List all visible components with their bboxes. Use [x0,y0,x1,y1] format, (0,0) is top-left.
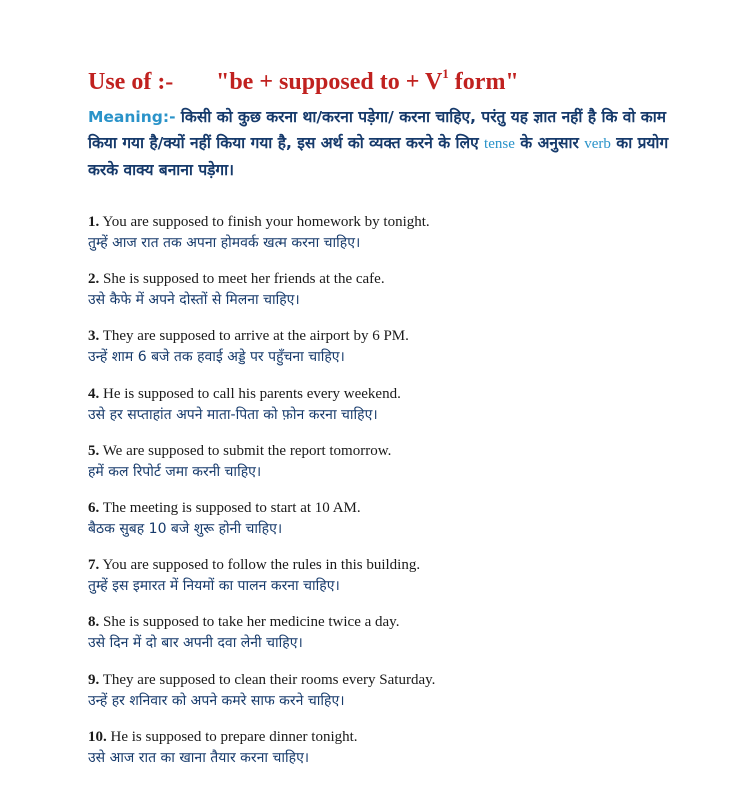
example-number: 2. [88,271,100,288]
example-number: 8. [88,614,100,631]
example-hindi: तुम्हें आज रात तक अपना होमवर्क खत्म करना चाहिए। [88,235,361,251]
example-english [88,670,688,690]
example-english-text: We are supposed to submit the report tomorrow. [99,442,392,459]
example-english-text: She is supposed to take her medicine twice a day. [99,614,400,631]
example-english [88,612,688,632]
example-hindi: बैठक सुबह 10 बजे शुरू होनी चाहिए। [88,520,283,537]
example-english-text: They are supposed to clean their rooms every Saturday. [99,671,436,688]
example-english [88,212,688,232]
meaning-label: Meaning:- [88,108,176,126]
example-hindi: तुम्हें इस इमारत में नियमों का पालन करना चाहिए। [88,578,340,595]
example-list [88,212,688,784]
example-english-text: He is supposed to prepare dinner tonight. [106,728,358,745]
example-number: 1. [88,214,100,230]
example-hindi: उन्हें हर शनिवार को अपने कमरे साफ करने चाहिए। [88,692,345,709]
example-item [88,727,688,784]
example-english [88,326,688,346]
example-item [88,670,688,727]
example-hindi: उन्हें शाम 6 बजे तक हवाई अड्डे पर पहुँचना चाहिए। [88,349,345,366]
example-english-text: You are supposed to finish your homework by tonight. [99,214,430,230]
example-english [88,441,688,461]
example-item [88,384,688,441]
meaning-text-1: किसी को कुछ करना था/करना पड़ेगा/ करना चाहिए, परंतु यह ज्ञात नहीं है कि वो काम किया गया है/क्यों नहीं किया गया है, इस अर्थ को व्यक्त करने के लिए [88,108,666,152]
example-number: 9. [88,671,100,688]
title-prefix: Use of :- [88,69,174,95]
example-hindi: उसे हर सप्ताहांत अपने माता-पिता को फ़ोन करना चाहिए। [88,406,378,423]
meaning-word-tense: tense [484,136,515,152]
example-number: 4. [88,385,100,402]
example-english [88,498,688,518]
example-english-text: The meeting is supposed to start at 10 AM. [99,499,361,516]
example-item [88,269,688,326]
page-title [88,66,519,96]
example-number: 7. [88,557,100,574]
example-english [88,384,688,404]
example-number: 6. [88,499,100,516]
example-number: 3. [88,328,100,345]
example-hindi: उसे दिन में दो बार अपनी दवा लेनी चाहिए। [88,635,303,652]
example-hindi: उसे आज रात का खाना तैयार करना चाहिए। [88,749,310,766]
example-english [88,269,688,289]
example-number: 5. [88,442,100,459]
formula-end: form" [448,69,519,95]
example-number: 10. [88,728,107,745]
formula-start: "be + supposed to + V [216,69,443,95]
example-english-text: They are supposed to arrive at the airport by 6 PM. [99,328,409,345]
example-english-text: She is supposed to meet her friends at the cafe. [99,271,385,288]
title-formula [216,66,519,95]
example-item [88,212,688,269]
example-hindi: हमें कल रिपोर्ट जमा करनी चाहिए। [88,463,262,480]
example-item [88,612,688,669]
formula-superscript: 1 [442,66,449,81]
example-item [88,326,688,383]
example-english [88,555,688,575]
example-item [88,441,688,498]
meaning-text-3: का प्रयोग करके वाक्य बनाना पड़ेगा। [88,134,669,179]
meaning-paragraph [88,104,678,183]
example-english [88,727,688,747]
example-english-text: He is supposed to call his parents every weekend. [99,385,401,402]
example-hindi: उसे कैफे में अपने दोस्तों से मिलना चाहिए। [88,292,300,309]
meaning-word-verb: verb [584,136,611,152]
example-item [88,498,688,555]
meaning-text-2: के अनुसार [514,134,585,152]
example-item [88,555,688,612]
example-english-text: You are supposed to follow the rules in this building. [99,557,421,574]
